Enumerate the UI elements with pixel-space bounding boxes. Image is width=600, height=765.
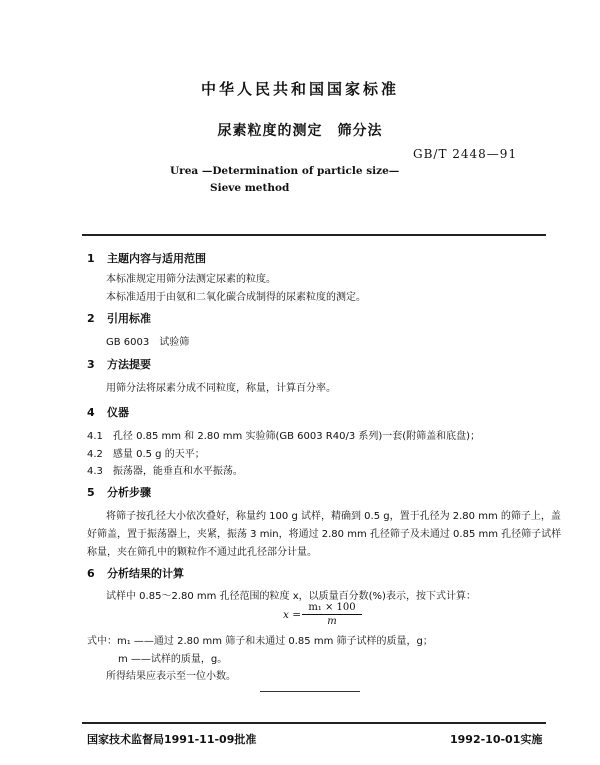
formula-lhs: x =: [283, 609, 302, 621]
footer-rule: [82, 722, 546, 724]
list-item: 4.2 感量 0.5 g 的天平；: [87, 449, 205, 460]
variable-definition: 式中：m₁ ——通过 2.80 mm 筛子和未通过 0.85 mm 筛子试样的质量，g；: [87, 636, 433, 647]
section-number: 4: [87, 406, 95, 419]
section-3-heading: [87, 356, 151, 372]
paragraph-line: 试样中 0.85～2.80 mm 孔径范围的粒度 x，以质量百分数(%)表示，按下式计算：: [106, 591, 476, 602]
section-1-heading: [87, 250, 206, 266]
variable-definition: m ——试样的质量，g。: [118, 654, 228, 665]
section-number: 6: [87, 567, 95, 580]
section-number: 2: [87, 312, 95, 325]
document-header: 中华人民共和国国家标准: [200, 80, 399, 98]
section-title: 方法提要: [107, 358, 151, 371]
standard-number: GB/T 2448—91: [413, 147, 518, 161]
top-rule: [82, 234, 546, 236]
formula-denominator: m: [327, 616, 337, 627]
section-2-heading: [87, 310, 151, 326]
section-title: 分析步骤: [107, 486, 151, 499]
section-6-heading: [87, 565, 184, 581]
formula-numerator: m₁ × 100: [302, 602, 362, 615]
section-number: 1: [87, 252, 95, 265]
paragraph: 本标准规定用筛分法测定尿素的粒度。: [106, 274, 276, 285]
approval-date: 国家技术监督局1991-11-09批准: [87, 733, 257, 746]
section-title: 仪器: [107, 406, 129, 419]
english-title-line2: Sieve method: [210, 182, 290, 194]
section-title: 主题内容与适用范围: [107, 252, 206, 265]
document-title: 尿素粒度的测定 筛分法: [217, 123, 383, 139]
english-title-line1: Urea —Determination of particle size—: [170, 165, 400, 177]
section-4-heading: [87, 404, 129, 420]
list-item: 4.3 振荡器，能垂直和水平振荡。: [87, 466, 243, 477]
section-number: 3: [87, 358, 95, 371]
section-5-heading: [87, 484, 151, 500]
section-title: 分析结果的计算: [107, 567, 184, 580]
paragraph-line: 好筛盖，置于振荡器上，夹紧，振荡 3 min，将通过 2.80 mm 孔径筛子及未通过 0.85 mm 孔径筛子试样: [87, 529, 562, 540]
end-rule: [260, 691, 360, 692]
paragraph-line: 所得结果应表示至一位小数。: [106, 671, 236, 682]
paragraph: 本标准适用于由氨和二氧化碳合成制得的尿素粒度的测定。: [106, 292, 366, 303]
paragraph: GB 6003 试验筛: [106, 337, 190, 348]
paragraph-line: 称量，夹在筛孔中的颗粒作不通过此孔径部分计量。: [87, 547, 317, 558]
paragraph-line: 将筛子按孔径大小依次叠好，称量约 100 g 试样，精确到 0.5 g，置于孔径为 2.80 mm 的筛子上，盖: [106, 511, 561, 522]
effective-date: 1992-10-01实施: [450, 733, 543, 746]
paragraph: 用筛分法将尿素分成不同粒度，称量，计算百分率。: [106, 383, 336, 394]
section-title: 引用标准: [107, 312, 151, 325]
section-number: 5: [87, 486, 95, 499]
formula-fraction: [302, 602, 362, 627]
list-item: 4.1 孔径 0.85 mm 和 2.80 mm 实验筛(GB 6003 R40/3 系列)一套(附筛盖和底盘)；: [87, 431, 481, 442]
